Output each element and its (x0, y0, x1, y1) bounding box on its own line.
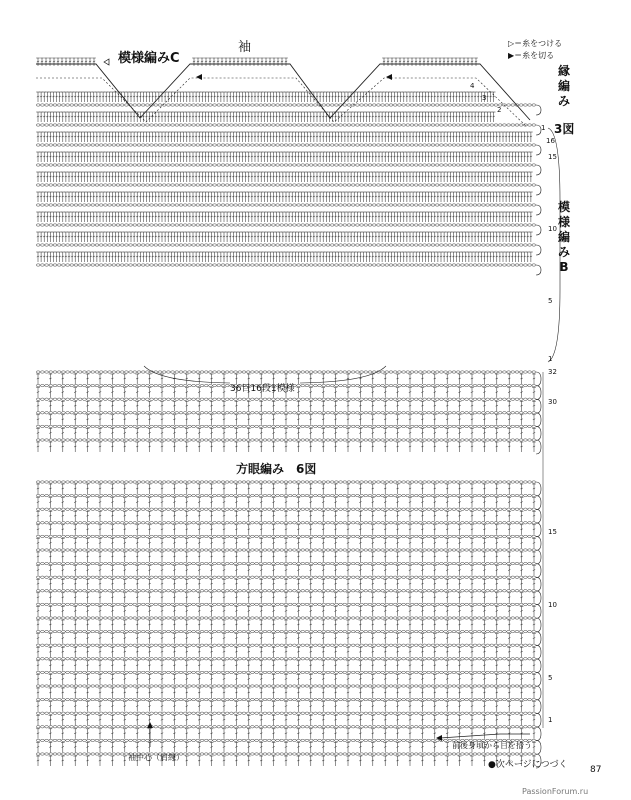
border-label-char: 縁 (557, 64, 570, 78)
continue-label: ●次ページにつづく (488, 760, 568, 770)
mesh-row-number: 30 (548, 398, 557, 406)
cut-yarn-marker (196, 74, 202, 80)
pattern-b-row-number: 16 (546, 137, 555, 145)
legend-cut-yarn: ▶＝糸を切る (508, 51, 555, 60)
mesh-row-number: 10 (548, 601, 557, 609)
sleeve-center-label: 袖中心（肩線） (128, 753, 184, 762)
mesh-row-number: 15 (548, 528, 557, 536)
pattern-b-row-number: 15 (548, 153, 557, 161)
watermark: PassionForum.ru (522, 787, 589, 796)
border-row-number: 3 (482, 94, 487, 102)
pattern-b-label-char: 編 (557, 230, 570, 244)
pattern-b-label-char: み (557, 245, 570, 259)
symbol-legend (508, 38, 562, 62)
pattern-b-label (556, 200, 572, 275)
border-label-char: み (557, 94, 570, 108)
mesh-label: 方眼編み 6図 (236, 462, 317, 476)
pattern-b-row-number: 1 (548, 355, 553, 363)
repeat-label: 36目16段1模様 (230, 384, 295, 394)
fig3-label: 3図 (554, 122, 575, 136)
border-pattern (36, 58, 478, 66)
border-label (556, 64, 572, 109)
mesh-row-number: 32 (548, 368, 557, 376)
border-row-number: 4 (470, 82, 475, 90)
pattern-b-label-char: B (559, 260, 569, 274)
pattern-b-label-char: 様 (557, 215, 570, 229)
border-label-char: 編 (557, 79, 570, 93)
sleeve-title: 袖 (238, 40, 252, 55)
pattern-b-row-number: 10 (548, 225, 557, 233)
pattern-b-row-number: 5 (548, 297, 553, 305)
border-row-number: 1 (541, 124, 546, 132)
mesh-rows (36, 371, 541, 768)
pickup-label: 前後身頃から目を拾う (452, 741, 532, 750)
mesh-row-number: 1 (548, 716, 553, 724)
sleeve-center-arrowhead (147, 722, 153, 728)
border-row-number: 2 (497, 106, 502, 114)
pattern-c-label: 模様編みC (118, 51, 180, 66)
pickup-arrow (440, 734, 530, 738)
legend-attach-yarn: ▷＝糸をつける (508, 39, 563, 48)
attach-yarn-marker (104, 59, 109, 65)
cut-yarn-marker (386, 74, 392, 80)
pattern-b-rows (36, 92, 541, 275)
mesh-row-number: 5 (548, 674, 553, 682)
pattern-b-label-char: 模 (557, 200, 570, 214)
page-number: 87 (590, 765, 602, 775)
